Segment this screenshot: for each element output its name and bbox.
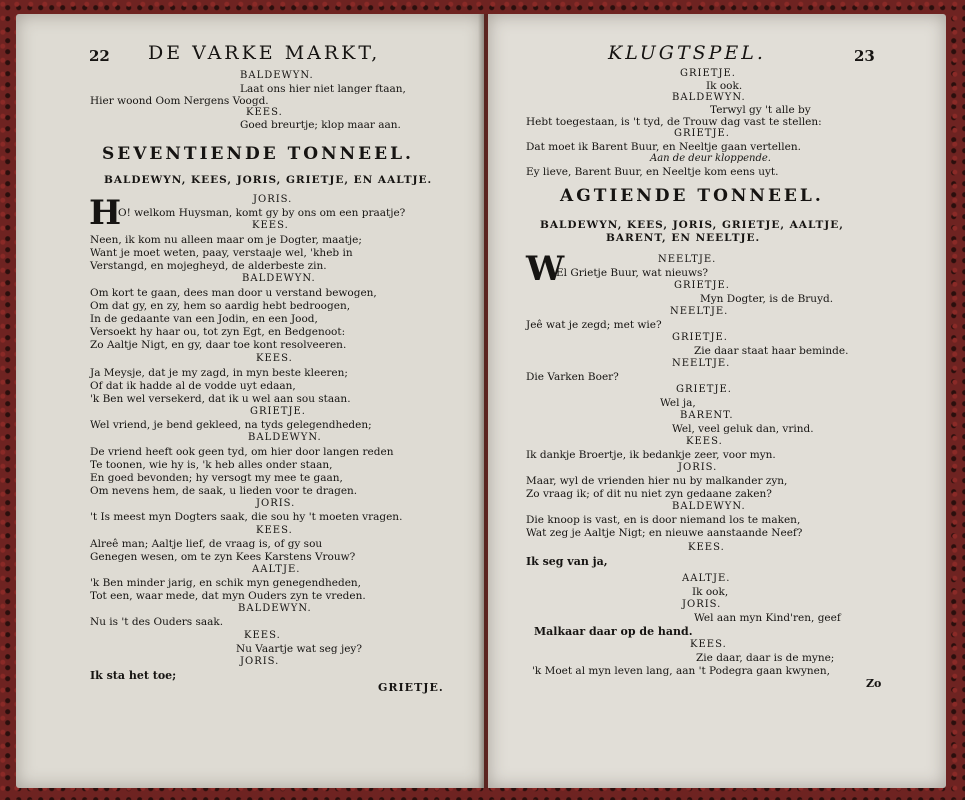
verse-line: Dat moet ik Barent Buur, en Neeltje gaan vertellen.	[526, 141, 801, 153]
verse-line: Om dat gy, en zy, hem so aardig hebt bedroogen,	[90, 300, 351, 312]
speaker-label: BALDEWYN.	[248, 432, 322, 443]
verse-line: Te toonen, wie hy is, 'k heb alles onder staan,	[90, 459, 333, 471]
speaker-label: KEES.	[256, 525, 293, 536]
verse-line: Tot een, waar mede, dat myn Ouders zyn te vreden.	[90, 590, 366, 602]
verse-line: Alreê man; Aaltje lief, de vraag is, of gy sou	[90, 538, 323, 550]
catchword: Zo	[866, 677, 882, 690]
speaker-label: KEES.	[256, 353, 293, 364]
speaker-label: BALDEWYN.	[242, 273, 316, 284]
stage-direction: Aan de deur kloppende.	[650, 153, 771, 164]
speaker-label: KEES.	[246, 107, 283, 118]
verse-line: Wel aan myn Kind'ren, geef	[694, 612, 841, 624]
verse-line: Jeê wat je zegd; met wie?	[526, 319, 662, 331]
right-page	[488, 14, 946, 788]
speaker-label: AALTJE.	[682, 573, 731, 584]
verse-line: Nu is 't des Ouders saak.	[90, 616, 224, 628]
verse-line: Om nevens hem, de saak, u lieden voor te dragen.	[90, 485, 358, 497]
verse-line: De vriend heeft ook geen tyd, om hier door langen reden	[90, 446, 394, 458]
speaker-label: KEES.	[244, 630, 281, 641]
speaker-label: NEELTJE.	[672, 358, 731, 369]
verse-line: Versoekt hy haar ou, tot zyn Egt, en Bedgenoot:	[90, 326, 346, 338]
verse-line: Die knoop is vast, en is door niemand los te maken,	[526, 514, 801, 526]
running-title: DE VARKE MARKT,	[148, 42, 381, 64]
speaker-label: NEELTJE.	[658, 254, 717, 265]
page-number: 23	[854, 47, 875, 65]
speaker-label: GRIETJE.	[676, 384, 732, 395]
verse-line: Zo vraag ik; of dit nu niet zyn gedaane zaken?	[526, 488, 772, 500]
speaker-label: NEELTJE.	[670, 306, 729, 317]
speaker-label: BALDEWYN.	[672, 501, 746, 512]
verse-line: 't Is meest myn Dogters saak, die sou hy 't moeten vragen.	[90, 511, 403, 523]
verse-line: Verstangd, en mojegheyd, de alderbeste zin.	[90, 260, 327, 272]
drop-cap: W	[526, 249, 565, 289]
verse-line: Ik seg van ja,	[526, 555, 608, 568]
page-number: 22	[89, 47, 110, 65]
verse-line: Goed breurtje; klop maar aan.	[240, 119, 401, 131]
verse-line: Laat ons hier niet langer ftaan,	[240, 83, 406, 95]
left-page	[16, 14, 484, 788]
speaker-label: JORIS.	[682, 599, 722, 610]
verse-line: In de gedaante van een Jodin, en een Jood,	[90, 313, 318, 325]
verse-line: En goed bevonden; hy versogt my mee te gaan,	[90, 472, 343, 484]
verse-line: O! welkom Huysman, komt gy by ons om een praatje?	[118, 207, 406, 219]
scene-title: SEVENTIENDE TONNEEL.	[102, 144, 414, 164]
verse-line: Om kort te gaan, dees man door u verstand bewogen,	[90, 287, 377, 299]
verse-line: Terwyl gy 't alle by	[710, 104, 811, 116]
verse-line: Nu Vaartje wat seg jey?	[236, 643, 362, 655]
verse-line: Ik ook,	[692, 586, 729, 598]
verse-line: Of dat ik hadde al de vodde uyt edaan,	[90, 380, 296, 392]
speaker-label: JORIS.	[253, 194, 293, 205]
running-title: KLUGTSPEL.	[608, 42, 766, 64]
verse-line: Genegen wesen, om te zyn Kees Karstens Vrouw?	[90, 551, 356, 563]
speaker-label: JORIS.	[678, 462, 718, 473]
speaker-label: BARENT.	[680, 410, 734, 421]
speaker-label: GRIETJE.	[674, 128, 730, 139]
verse-line: 'k Ben wel versekerd, dat ik u wel aan sou staan.	[90, 393, 351, 405]
verse-line: Wel vriend, je bend gekleed, na tyds gelegendheden;	[90, 419, 372, 431]
verse-line: Wat zeg je Aaltje Nigt; en nieuwe aanstaande Neef?	[526, 527, 803, 539]
cast-list: BARENT, EN NEELTJE.	[606, 232, 761, 244]
speaker-label: GRIETJE.	[680, 68, 736, 79]
verse-line: Wel, veel geluk dan, vrind.	[672, 423, 814, 435]
verse-line: Zie daar, daar is de myne;	[696, 652, 835, 664]
verse-line: Ey lieve, Barent Buur, en Neeltje kom eens uyt.	[526, 166, 779, 178]
verse-line: Die Varken Boer?	[526, 371, 619, 383]
drop-cap: H	[89, 193, 122, 233]
cast-list: BALDEWYN, KEES, JORIS, GRIETJE, AALTJE,	[540, 219, 844, 231]
verse-line: Hier woond Oom Nergens Voogd.	[90, 95, 269, 107]
verse-line: Neen, ik kom nu alleen maar om je Dogter, maatje;	[90, 234, 362, 246]
verse-line: Ja Meysje, dat je my zagd, in myn beste kleeren;	[90, 367, 348, 379]
speaker-label: KEES.	[688, 542, 725, 553]
verse-line: Maar, wyl de vrienden hier nu by malkander zyn,	[526, 475, 788, 487]
verse-line: Ik ook.	[706, 80, 743, 92]
speaker-label: KEES.	[252, 220, 289, 231]
speaker-label: JORIS.	[240, 656, 280, 667]
speaker-label: GRIETJE.	[250, 406, 306, 417]
speaker-label: BALDEWYN.	[240, 70, 314, 81]
verse-line: Myn Dogter, is de Bruyd.	[700, 293, 834, 305]
speaker-label: GRIETJE.	[672, 332, 728, 343]
speaker-label: JORIS.	[256, 498, 296, 509]
speaker-label: KEES.	[686, 436, 723, 447]
verse-line: El Grietje Buur, wat nieuws?	[556, 267, 709, 279]
verse-line: Ik sta het toe;	[90, 669, 177, 682]
verse-line: Wel ja,	[660, 397, 696, 409]
catchword: GRIETJE.	[378, 681, 444, 694]
verse-line: 'k Moet al myn leven lang, aan 't Podegra gaan kwynen,	[532, 665, 830, 677]
verse-line: 'k Ben minder jarig, en schik myn genegendheden,	[90, 577, 362, 589]
speaker-label: BALDEWYN.	[238, 603, 312, 614]
scene-title: AGTIENDE TONNEEL.	[560, 186, 824, 206]
verse-line: Want je moet weten, paay, verstaaje wel, 'kheb in	[90, 247, 353, 259]
verse-line: Ik dankje Broertje, ik bedankje zeer, voor myn.	[526, 449, 776, 461]
speaker-label: GRIETJE.	[674, 280, 730, 291]
speaker-label: AALTJE.	[252, 564, 301, 575]
verse-line: Zie daar staat haar beminde.	[694, 345, 849, 357]
speaker-label: KEES.	[690, 639, 727, 650]
verse-line: Malkaar daar op de hand.	[534, 625, 693, 638]
verse-line: Hebt toegestaan, is 't tyd, de Trouw dag vast te stellen:	[526, 116, 822, 128]
verse-line: Zo Aaltje Nigt, en gy, daar toe kont resolveeren.	[90, 339, 347, 351]
cast-list: BALDEWYN, KEES, JORIS, GRIETJE, EN AALTJE.	[104, 174, 433, 186]
speaker-label: BALDEWYN.	[672, 92, 746, 103]
